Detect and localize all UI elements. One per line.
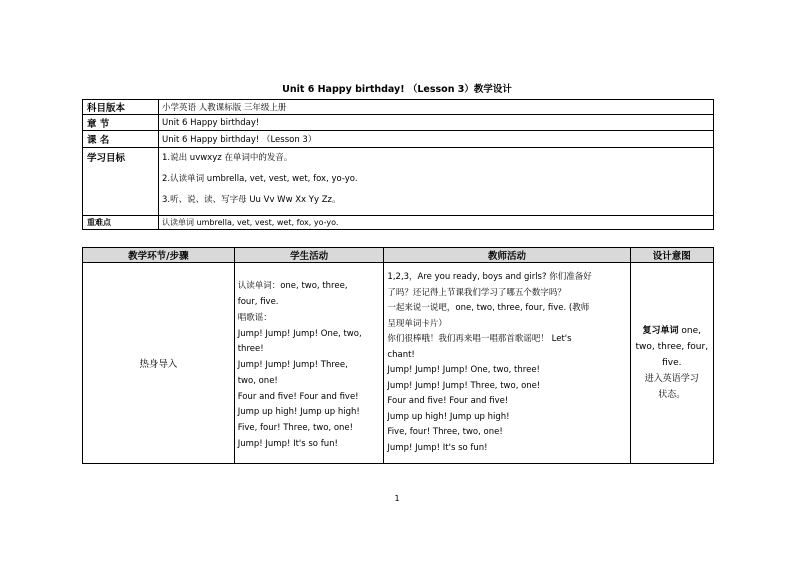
- page-title: Unit 6 Happy birthday! （Lesson 3）教学设计: [282, 84, 512, 95]
- student-line: Four and five! Four and five!: [237, 391, 359, 402]
- teacher-line: Five, four! Three, two, one!: [387, 427, 503, 437]
- stage-cell: 热身导入: [83, 263, 235, 464]
- lesson-row: [83, 131, 714, 148]
- student-line: 唱歌谣：: [237, 312, 272, 323]
- goal-item-3: 3.听、说、读、写字母 Uu Vv Ww Xx Yy Zz。: [162, 195, 341, 205]
- teacher-line: 你们很棒哦！我们再来唱一唱那首歌谣吧！ Let's: [387, 334, 572, 344]
- intent-bold-text: 复习单词: [642, 326, 679, 336]
- key-points-value: 认读单词 umbrella, vet, vest, wet, fox, yo-yo.: [159, 216, 714, 230]
- goals-label: 学习目标: [83, 148, 159, 216]
- goals-cell: [159, 148, 714, 216]
- teacher-line: 了吗？还记得上节课我们学习了哪五个数字吗？: [387, 287, 566, 298]
- intent-line: two, three, four,: [635, 342, 709, 352]
- teacher-line: 一起来说一说吧，one, two, three, four, five. (教师: [387, 303, 590, 313]
- student-line: Jump! Jump! It's so fun!: [237, 439, 338, 450]
- student-line: Five, four! Three, two, one!: [237, 423, 354, 434]
- activity-row: [83, 263, 714, 464]
- intent-line: five.: [662, 358, 682, 368]
- chapter-row: [83, 115, 714, 131]
- student-line: 认读单词：one, two, three,: [237, 281, 348, 292]
- subject-label: 科目版本: [83, 100, 159, 115]
- teacher-line: Jump! Jump! Jump! Three, two, one!: [387, 380, 541, 391]
- teacher-line: Jump up high! Jump up high!: [387, 411, 510, 422]
- intent-text: one,: [678, 326, 702, 336]
- header-stage: 教学环节/步骤: [83, 248, 235, 263]
- student-activity-cell: [234, 263, 384, 464]
- teacher-line: 呈现单词卡片）: [387, 318, 447, 329]
- page-number: 1: [394, 494, 400, 503]
- student-line: Jump! Jump! Jump! Three,: [237, 360, 348, 371]
- header-intent: 设计意图: [630, 248, 713, 263]
- lesson-value: Unit 6 Happy birthday! （Lesson 3）: [159, 131, 714, 148]
- student-line: Jump up high! Jump up high!: [237, 407, 360, 418]
- subject-value: 小学英语 人教课标版 三年级上册: [159, 100, 714, 115]
- header-student: 学生活动: [234, 248, 384, 263]
- intent-line: 状态。: [658, 390, 686, 400]
- teacher-line: Four and five! Four and five!: [387, 396, 509, 406]
- goal-item-2: 2.认读单词 umbrella, vet, vest, wet, fox, yo-yo.: [162, 174, 358, 184]
- goal-item-1: 1.说出 uvwxyz 在单词中的发音。: [162, 153, 293, 163]
- header-teacher: 教师活动: [384, 248, 630, 263]
- teacher-line: Jump! Jump! It's so fun!: [387, 442, 488, 453]
- student-line: four, five.: [237, 296, 279, 307]
- chapter-value: Unit 6 Happy birthday!: [159, 115, 714, 131]
- chapter-label: 章 节: [83, 115, 159, 131]
- key-points-label: 重难点: [83, 216, 159, 230]
- teacher-activity-cell: [384, 263, 630, 464]
- activity-table: [82, 247, 714, 464]
- student-line: Jump! Jump! Jump! One, two,: [237, 328, 362, 339]
- subject-row: [83, 100, 714, 115]
- intent-line: 进入英语学习: [644, 374, 699, 384]
- teacher-line: 1,2,3，Are you ready, boys and girls? 你们准备好: [387, 272, 592, 282]
- lesson-label: 课 名: [83, 131, 159, 148]
- teacher-line: Jump! Jump! Jump! One, two, three!: [387, 365, 540, 375]
- goals-row: [83, 148, 714, 216]
- design-intent-cell: [630, 263, 713, 464]
- course-info-table: [82, 99, 714, 230]
- student-line: two, one!: [237, 375, 278, 386]
- key-points-row: [83, 216, 714, 230]
- student-line: three!: [237, 344, 264, 355]
- teacher-line: chant!: [387, 349, 415, 360]
- activity-header-row: [83, 248, 714, 263]
